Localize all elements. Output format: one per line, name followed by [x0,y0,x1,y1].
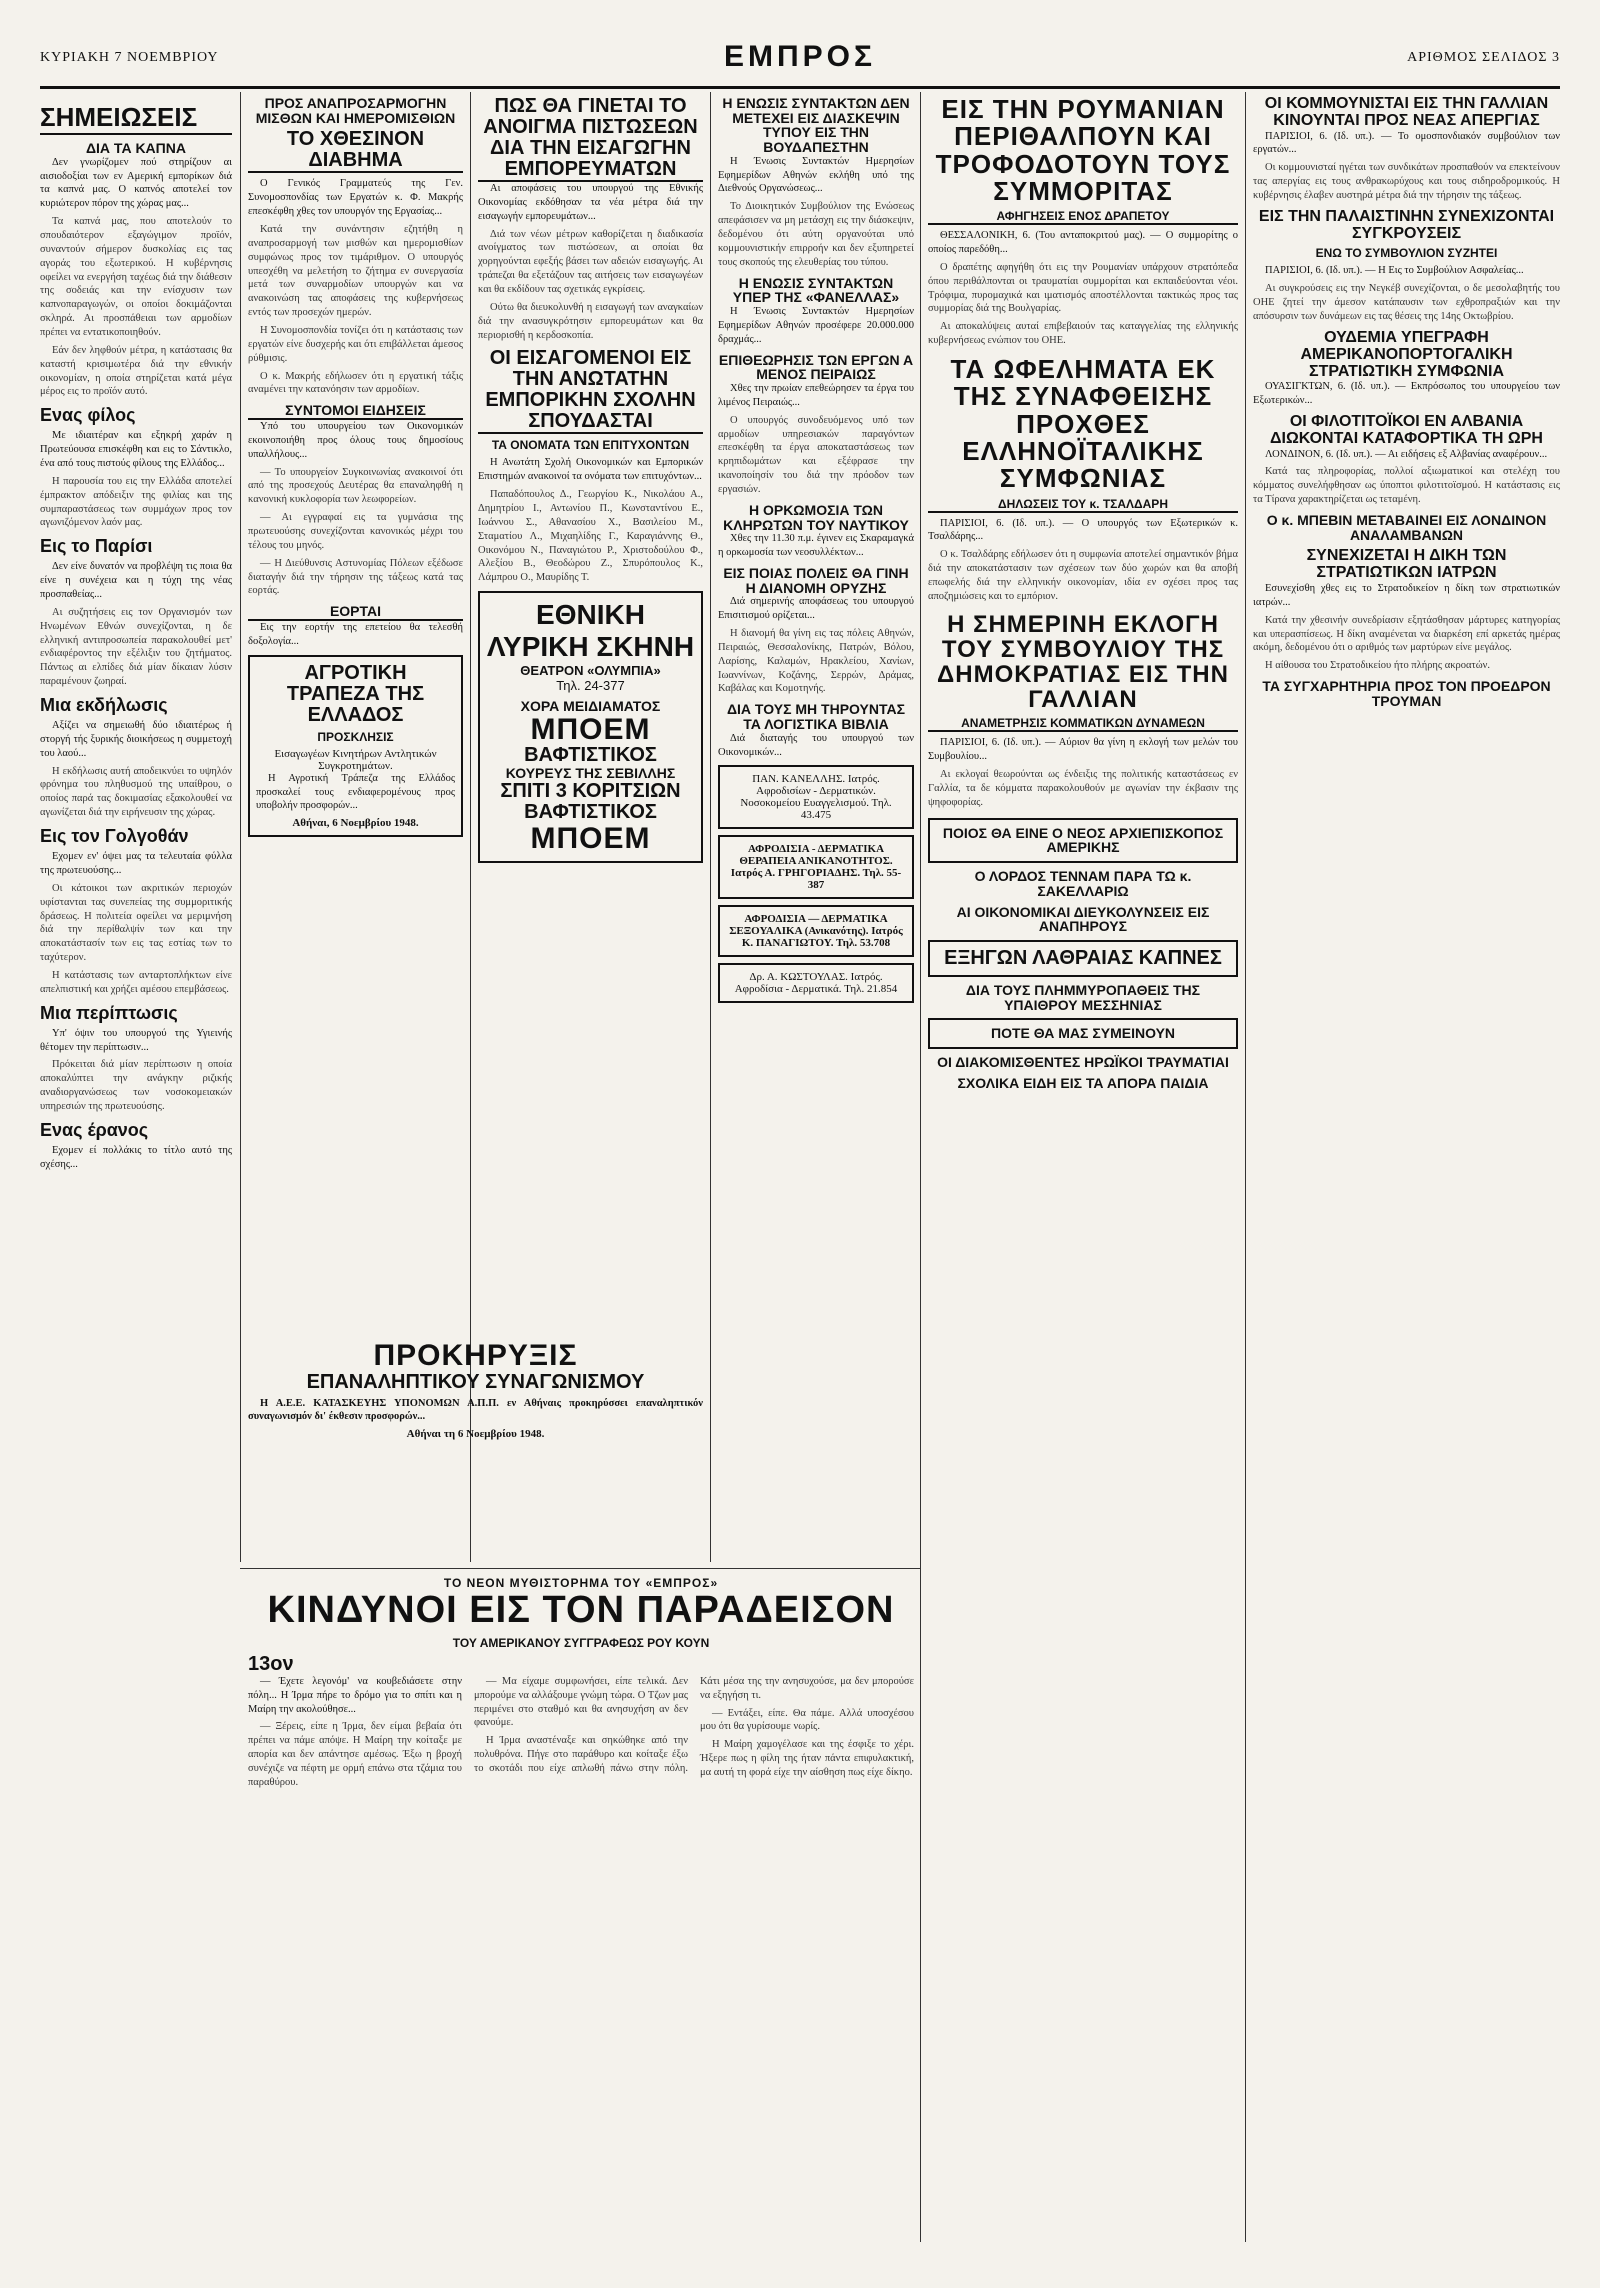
article-headline: Η ΣΗΜΕΡΙΝΗ ΕΚΛΟΓΗ ΤΟΥ ΣΥΜΒΟΥΛΙΟΥ ΤΗΣ ΔΗΜΟΚΡΑΤΙΑΣ ΕΙΣ ΤΗΝ ΓΑΛΛΙΑΝ [937,610,1229,714]
column-romania [928,96,1238,2246]
article-headline: ΣΥΝΤΟΜΟΙ ΕΙΔΗΣΕΙΣ [248,403,463,420]
doctor-ad: ΑΦΡΟΔΙΣΙΑ - ΔΕΡΜΑΤΙΚΑ ΘΕΡΑΠΕΙΑ ΑΝΙΚΑΝΟΤΗΤΟΣ. Ιατρός Α. ΓΡΗΓΟΡΙΑΔΗΣ. Τηλ. 55-387 [718,835,914,899]
article-text [718,732,914,760]
notes-heading: ΣΗΜΕΙΩΣΕΙΣ [40,102,232,135]
filler-text: Το Διοικητικόν Συμβούλιον της Ενώσεως απεφάσισεν να μη μετάσχη εις την διάσκεψιν, δεδομένου ότι αύτη οργανούται υπό κομμουνιστικήν επιρροήν και δεν εξυπηρετεί τους σκοπούς της ελευθερίας του τύπου. [718,201,914,268]
article-headline: ΟΙ ΔΙΑΚΟΜΙΣΘΕΝΤΕΣ ΗΡΩΪΚΟΙ ΤΡΑΥΜΑΤΙΑΙ [937,1053,1229,1070]
notes-section-title: Ενας φίλος [40,405,136,426]
notice-subtitle: ΠΡΟΣΚΛΗΣΙΣ [317,729,394,744]
article-text [1253,130,1560,158]
filler-text: — Το υπουργείον Συγκοινωνίας ανακοινοί ότι από της προσεχούς Δευτέρας θα επαναληφθή η κανονική κυκλοφορία των λεωφορείων. — Αι εγγραφαί εις τα γυμνάσια της πρωτευούσης συνεχίζονται κανονικώς μέχρι του τέλους του μηνός. — Η Διεύθυνσις Αστυνομίας Πόλεων εξέδωσε διαταγήν διά την τήρησιν της τάξεως κατά τας εορτάς. [248,466,463,597]
article-text [718,595,914,623]
notice-line: Εισαγωγέων Κινητήρων Αντλητικών Συγκροτημάτων. [274,747,437,772]
article-headline: ΕΙΣ ΤΗΝ ΠΑΛΑΙΣΤΙΝΗΝ ΣΥΝΕΧΙΖΟΝΤΑΙ ΣΥΓΚΡΟΥΣΕΙΣ [1258,207,1555,242]
opera-show: ΒΑΦΤΙΣΤΙΚΟΣ [524,744,657,767]
article-paragraph: ΘΕΣΣΑΛΟΝΙΚΗ, 6. (Του ανταποκριτού μας). — Ο συμμορίτης ο οποίος παρεδόθη... [928,230,1238,256]
filler-text: Ο κ. Τσαλδάρης εδήλωσεν ότι η συμφωνία αποτελεί σημαντικόν βήμα διά την αποκατάστασιν των σχέσεων των δύο χωρών και θα αποβή επωφελής διά την ελληνικήν οικονομίαν, ιδία εν σχέσει προς τας αποζημιώσεις και το εμπόριον. [928,549,1238,602]
filler-text: Η παρουσία του εις την Ελλάδα αποτελεί έμπρακτον απόδειξιν της φιλίας και της συμπαραστάσεως των συμμάχων προς τον αγωνιζόμενον λαόν μας. [40,475,232,529]
column-notes [40,96,232,2246]
notice-paragraph: Η Αγροτική Τράπεζα της Ελλάδος προσκαλεί τους ενδιαφερομένους προς υποβολήν προσφορών... [256,772,455,812]
proclamation-notice [248,1340,703,1560]
article-headline: ΠΡΟΣ ΑΝΑΠΡΟΣΑΡΜΟΓΗΝ ΜΙΣΘΩΝ ΚΑΙ ΗΜΕΡΟΜΙΣΘΙΩΝ [255,96,456,126]
article-text [928,517,1238,545]
article-headline: ΠΟΙΟΣ ΘΑ ΕΙΝΕ Ο ΝΕΟΣ ΑΡΧΙΕΠΙΣΚΟΠΟΣ ΑΜΕΡΙΚΗΣ [928,818,1238,863]
article-headline: ΟΥΔΕΜΙΑ ΥΠΕΓΡΑΦΗ ΑΜΕΡΙΚΑΝΟΠΟΡΤΟΓΑΛΙΚΗ ΣΤΡΑΤΙΩΤΙΚΗ ΣΥΜΦΩΝΙΑ [1300,328,1513,380]
notes-section-text [40,560,232,602]
notes-section-title: Εις το Παρίσι [40,536,153,557]
article-subhead: ΤΑ ΟΝΟΜΑΤΑ ΤΩΝ ΕΠΙΤΥΧΟΝΤΩΝ [491,438,690,453]
notes-section-text [40,719,232,761]
page-number: ΑΡΙΘΜΟΣ ΣΕΛΙΔΟΣ 3 [1407,50,1560,65]
article-paragraph: Η Ένωσις Συντακτών Ημερησίων Εφημερίδων Αθηνών εκλήθη υπό της Διεθνούς Οργανώσεως... [718,155,914,195]
serial-chapter: 13ον [248,1652,294,1675]
article-headline: ΕΟΡΤΑΙ [248,604,463,621]
article-headline: ΕΙΣ ΠΟΙΑΣ ΠΟΛΕΙΣ ΘΑ ΓΙΝΗ Η ΔΙΑΝΟΜΗ ΟΡΥΖΗΣ [723,564,909,596]
article-text [718,382,914,410]
article-text [1253,380,1560,408]
article-headline: ΔΙΑ ΤΟΥΣ ΜΗ ΤΗΡΟΥΝΤΑΣ ΤΑ ΛΟΓΙΣΤΙΚΑ ΒΙΒΛΙΑ [726,701,905,732]
notes-paragraph: Δεν είνε δυνατόν να προβλέψη τις ποια θα είνε η συνέχεια και η τύχη της νέας προσπαθείας... [40,561,232,601]
column-divider [920,92,921,2242]
article-paragraph: Διά σημερινής αποφάσεως του υπουργού Επισιτισμού ορίζεται... [718,596,914,622]
article-text [928,229,1238,257]
article-paragraph: Υπό του υπουργείου των Οικονομικών εκοινοποιήθη προς όλους τους δημοσίους υπαλλήλους... [248,420,463,460]
doctor-ad: ΑΦΡΟΔΙΣΙΑ — ΔΕΡΜΑΤΙΚΑ ΣΕΞΟΥΑΛΙΚΑ (Ανικανότης). Ιατρός Κ. ΠΑΝΑΓΙΩΤΟΥ. Τηλ. 53.708 [718,905,914,957]
article-headline: Η ΟΡΚΩΜΟΣΙΑ ΤΩΝ ΚΛΗΡΩΤΩΝ ΤΟΥ ΝΑΥΤΙΚΟΥ [723,501,909,533]
article-headline: ΕΞΗΓΩΝ ΛΑΘΡΑΙΑΣ ΚΑΠΝΕΣ [928,940,1238,977]
article-paragraph: ΟΥΑΣΙΓΚΤΩΝ, 6. (Ιδ. υπ.). — Εκπρόσωπος του υπουργείου των Εξωτερικών... [1253,381,1560,407]
notes-section-title: ΔΙΑ ΤΑ ΚΑΠΝΑ [85,140,187,156]
article-subhead: ΑΝΑΜΕΤΡΗΣΙΣ ΚΟΜΜΑΤΙΚΩΝ ΔΥΝΑΜΕΩΝ [928,716,1238,732]
article-paragraph: Χθες την 11.30 π.μ. έγινεν εις Σκαραμαγκά η ορκωμοσία των νεοσυλλέκτων... [718,533,914,559]
article-headline: Ο κ. ΜΠΕΒΙΝ ΜΕΤΑΒΑΙΝΕΙ ΕΙΣ ΛΟΝΔΙΝΟΝ ΑΝΑΛΑΜΒΑΝΩΝ [1266,512,1547,543]
article-text [248,621,463,649]
article-text [1253,582,1560,610]
column-divider [240,92,241,1562]
article-paragraph: ΠΑΡΙΣΙΟΙ, 6. (Ιδ. υπ.). — Η Εις το Συμβούλιον Ασφαλείας... [1265,265,1524,277]
serial-paragraph: — Έχετε λεγονόμ' να κουβεδιάσετε στην πόλη... Η Ίρμα πήρε το δρόμο για το σπίτι και η Μαίρη την ακολούθησε... [248,1675,462,1715]
article-paragraph: Χθες την πρωίαν επεθεώρησεν τα έργα του λιμένος Πειραιώς... [718,382,914,408]
filler-text: Αι συγκρούσεις εις την Νεγκέβ συνεχίζονται, ο δε μεσολαβητής του ΟΗΕ ζητεί την άμεσον κατάπαυσιν των εχθροπραξιών και την απόσυρσιν των δυνάμεων εις τας θέσεις της 14ης Οκτωβρίου. [1253,283,1560,323]
filler-text: Τα καπνά μας, που αποτελούν το σπουδαιότερον εξαγώγιμον προϊόν, συναντούν σήμερον δυσκολίας εις τας αγοράς του εξωτερικού. Η κυβέρνησις οφείλει να ενεργήση ταχέως διά την διάθεσιν της σοδειάς και την ενίσχυσιν των καπνοπαραγωγών, οι οποίοι δοκιμάζονται σκληρά. Αι προσπάθειαι των αρμοδίων πρέπει να εντατικοποιηθούν. Εάν δεν ληφθούν μέτρα, η κατάστασις θα καταστή κρισιμωτέρα διά την εθνικήν οικονομίαν, η οποία στηρίζεται κατά μέγα μέρος εις το προϊόν αυτό. [40,216,232,398]
doctor-ad: Δρ. Α. ΚΩΣΤΟΥΛΑΣ. Ιατρός. Αφροδίσια - Δερματικά. Τηλ. 21.854 [718,963,914,1003]
column-foreign [1253,96,1560,2246]
filler-text: Οι κομμουνισταί ηγέται των συνδικάτων προσπαθούν να επεκτείνουν τας απεργίας εις τους ανθρακωρύχους και τους σιδηροδρομικούς. Η κυβέρνησις έλαβεν αυστηρά μέτρα διά την τήρησιν της τάξεως. [1253,162,1560,202]
notes-section-title: Εις τον Γολγοθάν [40,826,189,847]
notes-paragraph: Εχομεν εν' όψει μας τα τελευταία φύλλα της πρωτευούσης... [40,851,232,876]
article-headline: Ο ΛΟΡΔΟΣ ΤΕΝΝΑΜ ΠΑΡΑ ΤΩ κ. ΣΑΚΕΛΛΑΡΙΩ [974,868,1192,899]
article-headline: ΣΥΝΕΧΙΖΕΤΑΙ Η ΔΙΚΗ ΤΩΝ ΣΤΡΑΤΙΩΤΙΚΩΝ ΙΑΤΡΩΝ [1306,547,1507,582]
notes-section-title: Μια περίπτωσις [40,1002,178,1023]
proclamation-paragraph: Η Α.Ε.Ε. ΚΑΤΑΣΚΕΥΗΣ ΥΠΟΝΟΜΩΝ Α.Π.Π. εν Αθήναις προκηρύσσει επαναληπτικόν συναγωνισμόν δι' έκθεσιν προσφορών... [248,1397,703,1423]
opera-show: ΧΟΡΑ ΜΕΙΔΙΑΜΑΤΟΣ [520,698,661,715]
column-journalists [718,96,914,1566]
proclamation-subtitle: ΕΠΑΝΑΛΗΠΤΙΚΟΥ ΣΥΝΑΓΩΝΙΣΜΟΥ [306,1370,645,1393]
serial-byline: ΤΟΥ ΑΜΕΡΙΚΑΝΟΥ ΣΥΓΓΡΑΦΕΩΣ ΡΟΥ ΚΟΥΝ [452,1635,710,1650]
article-paragraph: ΛΟΝΔΙΝΟΝ, 6. (Ιδ. υπ.). — Αι ειδήσεις εξ Αλβανίας αναφέρουν... [1265,448,1548,460]
article-paragraph: Διά διαταγής του υπουργού των Οικονομικών... [718,732,914,758]
article-text [478,182,703,224]
filler-text: Αι συζητήσεις εις τον Οργανισμόν των Ηνωμένων Εθνών συνεχίζονται, η δε ελληνική αντιπροσωπεία παρακολουθεί μετ' ενδιαφέροντος την εξέλιξιν του ζητήματος. Πάντως αι ελπίδες διά μίαν δίκαιαν λύσιν παραμένουν ζωηραί. [40,606,232,688]
notes-paragraph: Δεν γνωρίζομεν πού στηρίζουν αι αισιοδοξίαι των εν Αμερική εμπορίκων διά τα καπνά μας. Ο καπνός αποτελεί τον κυριώτερον πόρον της χώρας μας... [40,156,232,210]
section-divider [240,1568,920,1569]
notes-paragraph: Εχομεν εί πολλάκις το τίτλο αυτό της σχέσης... [40,1144,232,1170]
filler-text: Κατά την συνάντησιν εζητήθη η αναπροσαρμογή των μισθών και ημερομισθίων συμφώνως προς τον τιμάριθμον. Ο υπουργός υπεσχέθη να μελετήση το ζήτημα εν συνεργασία μετά των συναρμοδίων υπουργών και να ανακοινώση τας αποφάσεις της κυβερνήσεως εντός των προσεχών ημερών. Η Συνομοσπονδία τονίζει ότι η κατάστασις των εργατών είνε δυσχερής και ότι επιβάλλεται άμεσος ρύθμισις. Ο κ. Μακρής εδήλωσεν ότι η εργατική τάξις αναμένει την κατανόησιν των αρμοδίων. [248,223,463,396]
article-paragraph: Η Ένωσις Συντακτών Ημερησίων Εφημερίδων Αθηνών προσέφερε 20.000.000 δραχμάς... [718,306,914,345]
notice-text [256,772,455,814]
opera-show: ΜΠΟΕΜ [530,712,651,746]
article-text [928,736,1238,764]
article-headline: ΕΙΣ ΤΗΝ ΡΟΥΜΑΝΙΑΝ ΠΕΡΙΘΑΛΠΟΥΝ ΚΑΙ ΤΡΟΦΟΔΟΤΟΥΝ ΤΟΥΣ ΣΥΜΜΟΡΙΤΑΣ [935,96,1231,206]
article-headline: Η ΕΝΩΣΙΣ ΣΥΝΤΑΚΤΩΝ ΔΕΝ ΜΕΤΕΧΕΙ ΕΙΣ ΔΙΑΣΚΕΨΙΝ ΤΥΠΟΥ ΕΙΣ ΤΗΝ ΒΟΥΔΑΠΕΣΤΗΝ [722,96,910,156]
article-text [718,305,914,347]
opera-show: ΣΠΙΤΙ 3 ΚΟΡΙΤΣΙΩΝ [500,780,681,803]
filler-text: Πρόκειται διά μίαν περίπτωσιν η οποία αποκαλύπτει την ανάγκην ριζικής αναδιοργανώσεως των νοσοκομειακών υπηρεσιών της πρωτευούσης. [40,1059,232,1112]
opera-title: ΕΘΝΙΚΗ ΛΥΡΙΚΗ ΣΚΗΝΗ [486,599,695,663]
notice-signature: Αθήναι, 6 Νοεμβρίου 1948. [292,817,419,830]
article-headline: ΔΙΑ ΤΟΥΣ ΠΛΗΜΜΥΡΟΠΑΘΕΙΣ ΤΗΣ ΥΠΑΙΘΡΟΥ ΜΕΣΣΗΝΙΑΣ [965,981,1201,1013]
opera-phone: Τηλ. 24-377 [556,678,625,694]
filler-text: Διά των νέων μέτρων καθορίζεται η διαδικασία ανοίγματος των πιστώσεων, αι οποίαι θα χορηγούνται εφεξής βάσει των αδειών εισαγωγής. Αι τράπεζαι θα εξετάζουν τας αιτήσεις των εισαγωγέων και θα εκδίδουν τας σχετικάς εγκρίσεις. Ούτω θα διευκολυνθή η εισαγωγή των αναγκαίων διά την ανασυγκρότησιν εμπορευμάτων και θα περιορισθή η κερδοσκοπία. [478,228,703,341]
notes-section-text [40,1144,232,1172]
article-headline: ΤΟ ΧΘΕΣΙΝΟΝ ΔΙΑΒΗΜΑ [248,129,463,173]
article-paragraph: ΠΑΡΙΣΙΟΙ, 6. (Ιδ. υπ.). — Το ομοσπονδιακόν συμβούλιον των εργατών... [1253,130,1560,156]
notes-paragraph: Αξίζει να σημειωθή δύο ιδιαιτέρως ή στοργή τής ξυρικής διοικήσεως η συμμετοχή του λαού... [40,720,232,759]
article-headline: ΟΙ ΕΙΣΑΓΟΜΕΝΟΙ ΕΙΣ ΤΗΝ ΑΝΩΤΑΤΗΝ ΕΜΠΟΡΙΚΗΝ ΣΧΟΛΗΝ ΣΠΟΥΔΑΣΤΑΙ [478,348,703,434]
filler-text: Αι εκλογαί θεωρούνται ως ένδειξις της πολιτικής καταστάσεως εν Γαλλία, τα δε κόμματα παρακολουθούν με αγωνίαν την έκβασιν της ψηφοφορίας. [928,769,1238,808]
article-paragraph: ΠΑΡΙΣΙΟΙ, 6. (Ιδ. υπ.). — Ο υπουργός των Εξωτερικών κ. Τσαλδάρης... [928,517,1238,543]
article-headline: Η ΕΝΩΣΙΣ ΣΥΝΤΑΚΤΩΝ ΥΠΕΡ ΤΗΣ «ΦΑΝΕΛΛΑΣ» [732,274,900,306]
article-subhead: ΔΗΛΩΣΕΙΣ ΤΟΥ κ. ΤΣΑΛΔΑΡΗ [928,497,1238,513]
proclamation-signature: Αθήναι τη 6 Νοεμβρίου 1948. [406,1428,545,1441]
opera-theatre: ΘΕΑΤΡΟΝ «ΟΛΥΜΠΙΑ» [520,663,661,679]
notes-paragraph: Με ιδιαιτέραν και εξηκρή χαράν η Πρωτεύουσα επισκέφθη και εις το Σάντικλο, ένα από τους πιστούς φίλους της Ελλάδος... [40,430,232,470]
article-headline: ΕΠΙΘΕΩΡΗΣΙΣ ΤΩΝ ΕΡΓΩΝ Α ΜΕΝΟΣ ΠΕΙΡΑΙΩΣ [718,351,914,383]
article-paragraph: ΠΑΡΙΣΙΟΙ, 6. (Ιδ. υπ.). — Αύριον θα γίνη η εκλογή των μελών του Συμβουλίου... [928,737,1238,763]
proclamation-text [248,1397,703,1425]
article-text [1253,264,1560,278]
serial-kicker: ΤΟ ΝΕΟΝ ΜΥΘΙΣΤΟΡΗΜΑ ΤΟΥ «ΕΜΠΡΟΣ» [443,1576,719,1590]
filler-text: Οι κάτοικοι των ακριτικών περιοχών υφίστανται τας συνεπείας της συμμοριτικής δράσεως. Η πολιτεία οφείλει να μεριμνήση διά την περίθαλψίν των και την αποκατάστασίν των εις τας εστίας των το ταχύτερον. Η κατάστασις των ανταρτοπλήκτων είνε απελπιστική και χρήζει αμέσου επεμβάσεως. [40,882,232,995]
filler-text: Κατά την χθεσινήν συνεδρίασιν εξητάσθησαν μάρτυρες κατηγορίας και υπερασπίσεως. Η δίκη αναμένεται να διαρκέση επί αρκετάς ημέρας ακόμη, δεδομένου ότι ο αριθμός των μαρτύρων είνε μεγάλος. Η αίθουσα του Στρατοδικείου ήτο πλήρης ακροατών. [1253,614,1560,672]
article-paragraph: Εσυνεχίσθη χθες εις το Στρατοδικείον η δίκη των στρατιωτικών ιατρών... [1253,583,1560,608]
column-divider [710,92,711,1562]
article-headline: ΠΟΤΕ ΘΑ ΜΑΣ ΣΥΜΕΙΝΟΥΝ [928,1018,1238,1049]
notes-section-title: Μια εκδήλωσις [40,695,168,716]
article-subhead: ΑΦΗΓΗΣΕΙΣ ΕΝΟΣ ΔΡΑΠΕΤΟΥ [928,209,1238,225]
article-text [248,177,463,219]
notes-paragraph: Υπ' όψιν του υπουργού της Υγιεινής θέτομεν την περίπτωσιν... [40,1027,232,1053]
article-headline: ΠΩΣ ΘΑ ΓΙΝΕΤΑΙ ΤΟ ΑΝΟΙΓΜΑ ΠΙΣΤΩΣΕΩΝ ΔΙΑ ΤΗΝ ΕΙΣΑΓΩΓΗΝ ΕΜΠΟΡΕΥΜΑΤΩΝ [478,96,703,182]
filler-text: Παπαδόπουλος Δ., Γεωργίου Κ., Νικολάου Α., Δημητρίου Ι., Αντωνίου Π., Κωνσταντίνου Ε., Ιωάννου Σ., Αθανασίου Χ., Βασιλείου Μ., Σταματίου Λ., Μιχαηλίδης Γ., Καραγιάννης Θ., Οικονόμου Ν., Παναγιώτου Ρ., Χριστοδούλου Φ., Αλεξίου Β., Θεοδώρου Ζ., Σπυρόπουλος Κ., Λάμπρου Ο., Μαυρίδης Τ. [478,489,703,584]
article-subhead: ΕΝΩ ΤΟ ΣΥΜΒΟΥΛΙΟΝ ΣΥΖΗΤΕΙ [1315,246,1498,261]
masthead [40,40,1560,80]
notes-section-text [40,429,232,471]
article-text [478,456,703,484]
article-paragraph: Εις την εορτήν της επετείου θα τελεσθή δοξολογία... [248,621,463,647]
article-paragraph: Αι αποφάσεις του υπουργού της Εθνικής Οικονομίας εκδόθησαν τα νέα μέτρα διά την εισαγωγήν εμπορευμάτων... [478,183,703,222]
column-divider [1245,92,1246,2242]
article-headline: ΑΙ ΟΙΚΟΝΟΜΙΚΑΙ ΔΙΕΥΚΟΛΥΝΣΕΙΣ ΕΙΣ ΑΝΑΠΗΡΟΥΣ [956,903,1210,935]
article-paragraph: Ο Γενικός Γραμματεύς της Γεν. Συνομοσπονδίας των Εργατών κ. Φ. Μακρής επεσκέφθη χθες τον υπουργόν της Εργασίας... [248,178,463,218]
doctor-ad: ΠΑΝ. ΚΑΝΕΛΛΗΣ. Ιατρός. Αφροδισίων - Δερματικών. Νοσοκομείου Ευαγγελισμού. Τηλ. 43.475 [718,765,914,829]
filler-text: Η διανομή θα γίνη εις τας πόλεις Αθηνών, Πειραιώς, Θεσσαλονίκης, Πατρών, Βόλου, Λαρίσης, Καλαμών, Ηρακλείου, Χανίων, Ιωαννίνων, Κοζάνης, Σερρών, Δράμας, Καβάλας και Κομοτηνής. [718,628,914,695]
opera-show: ΒΑΦΤΙΣΤΙΚΟΣ [524,801,657,824]
opera-show: ΚΟΥΡΕΥΣ ΤΗΣ ΣΕΒΙΛΛΗΣ [505,765,676,782]
agricultural-bank-notice [248,655,463,838]
notes-section-text [40,156,232,211]
article-headline: ΟΙ ΚΟΜΜΟΥΝΙΣΤΑΙ ΕΙΣ ΤΗΝ ΓΑΛΛΙΑΝ ΚΙΝΟΥΝΤΑΙ ΠΡΟΣ ΝΕΑΣ ΑΠΕΡΓΙΑΣ [1264,96,1549,129]
article-text [1253,448,1560,462]
article-headline: ΟΙ ΦΙΛΟΤΙΤΟΪΚΟΙ ΕΝ ΑΛΒΑΝΙΑ ΔΙΩΚΟΝΤΑΙ ΚΑΤΑΦΟΡΤΙΚΑ ΤΗ ΩΡΗ [1270,413,1543,447]
article-text [718,532,914,560]
article-headline: ΤΑ ΣΥΓΧΑΡΗΤΗΡΙΑ ΠΡΟΣ ΤΟΝ ΠΡΟΕΔΡΟΝ ΤΡΟΥΜΑΝ [1262,678,1551,709]
article-text [248,420,463,462]
serial-text: — Έχετε λεγονόμ' να κουβεδιάσετε στην πόλη... Η Ίρμα πήρε το δρόμο για το σπίτι και η Μαίρη την ακολούθησε... — Ξέρεις, είπε η Ίρμα, δεν είμαι βεβαία ότι πρέπει να πάμε απόψε. Η Μαίρη την κοίταξε με απορία και δεν απάντησε αμέσως. Έξω η βροχή συνέχιζε να πέφτη με ορμή επάνω στα τζάμια του παραθύρου. — Μα είχαμε συμφωνήσει, είπε τελικά. Δεν μπορούμε να αλλάξουμε γνώμη τώρα. Ο Τζων μας περιμένει στο σταθμό και θα ανησυχήση αν δεν φανούμε. Η Ίρμα αναστέναξε και σηκώθηκε από την πολυθρόνα. Πήγε στο παράθυρο και κοίταξε έξω το σκοτάδι που είχε απλωθή πάνω στην πόλη. Κάτι μέσα της την ανησυχούσε, μα δεν μπορούσε να εξηγήση τι. — Εντάξει, είπε. Θα πάμε. Αλλά υποσχέσου μου ότι θα γυρίσουμε νωρίς. Η Μαίρη χαμογέλασε και της έσφιξε το χέρι. Ήξερε πως η φίλη της ήταν πάντα επιφυλακτική, μα αυτή τη φορά είχε την αίσθηση πως είχε δίκηο. [248,1675,914,1788]
article-headline: ΤΑ ΩΦΕΛΗΜΑΤΑ ΕΚ ΤΗΣ ΣΥΝΑΦΘΕΙΣΗΣ ΠΡΟΧΘΕΣ ΕΛΛΗΝΟΪΤΑΛΙΚΗΣ ΣΥΜΦΩΝΙΑΣ [950,354,1216,494]
newspaper-title: ΕΜΠΡΟΣ [723,40,876,73]
notes-section-text [40,850,232,878]
proclamation-title: ΠΡΟΚΗΡΥΞΙΣ [373,1340,578,1372]
opera-show: ΜΠΟΕΜ [530,822,651,856]
article-paragraph: Η Ανωτάτη Σχολή Οικονομικών και Εμπορικών Επιστημών ανακοινοί τα ονόματα των επιτυχόντων... [478,457,703,483]
notes-section-text [40,1027,232,1055]
filler-text: Ο δραπέτης αφηγήθη ότι εις την Ρουμανίαν υπάρχουν στρατόπεδα όπου περιθάλπονται οι τραυματίαι συμμορίται και εκπαιδεύονται νέοι. Τρόφιμα, πυρομαχικά και ιματισμός αποστέλλονται τακτικώς προς τας συμμορίας διά της Βουλγαρίας. Αι αποκαλύψεις αυταί επιβεβαιούν τας καταγγελίας της ελληνικής κυβερνήσεως ενώπιον του ΟΗΕ. [928,261,1238,347]
article-text [718,155,914,197]
serial-novel [248,1576,914,2246]
article-headline: ΣΧΟΛΙΚΑ ΕΙΔΗ ΕΙΣ ΤΑ ΑΠΟΡΑ ΠΑΙΔΙΑ [957,1074,1209,1091]
serial-title: ΚΙΝΔΥΝΟΙ ΕΙΣ ΤΟΝ ΠΑΡΑΔΕΙΣΟΝ [267,1589,895,1631]
notice-title: ΑΓΡΟΤΙΚΗ ΤΡΑΠΕΖΑ ΤΗΣ ΕΛΛΑΔΟΣ [286,661,425,726]
national-opera-ad [478,591,703,862]
masthead-date: ΚΥΡΙΑΚΗ 7 ΝΟΕΜΒΡΙΟΥ [40,50,219,65]
filler-text: Η εκδήλωσις αυτή αποδεικνύει το υψηλόν φρόνημα του πληθυσμού της υπαίθρου, ο οποίος παρά τας δοκιμασίας εξακολουθεί να αγωνίζεται διά την ειρήνευσιν της χώρας. [40,765,232,819]
filler-text: Ο υπουργός συνοδευόμενος υπό των αρμοδίων υπηρεσιακών παραγόντων επεσκέφθη τα έργα αποκαταστάσεως των κρηπιδωμάτων και εξέφρασε την ικανοποίησίν του διά την πρόοδον των εργασιών. [718,414,914,495]
notes-section-title: Ενας έρανος [40,1119,149,1140]
masthead-rule [40,86,1560,89]
filler-text: Κατά τας πληροφορίας, πολλοί αξιωματικοί και στελέχη του κόμματος συνελήφθησαν ως ύποπτοι φιλοτιτοϊσμού. Η κατάστασις εις τα Τίρανα χαρακτηρίζεται ως τεταμένη. [1253,466,1560,506]
